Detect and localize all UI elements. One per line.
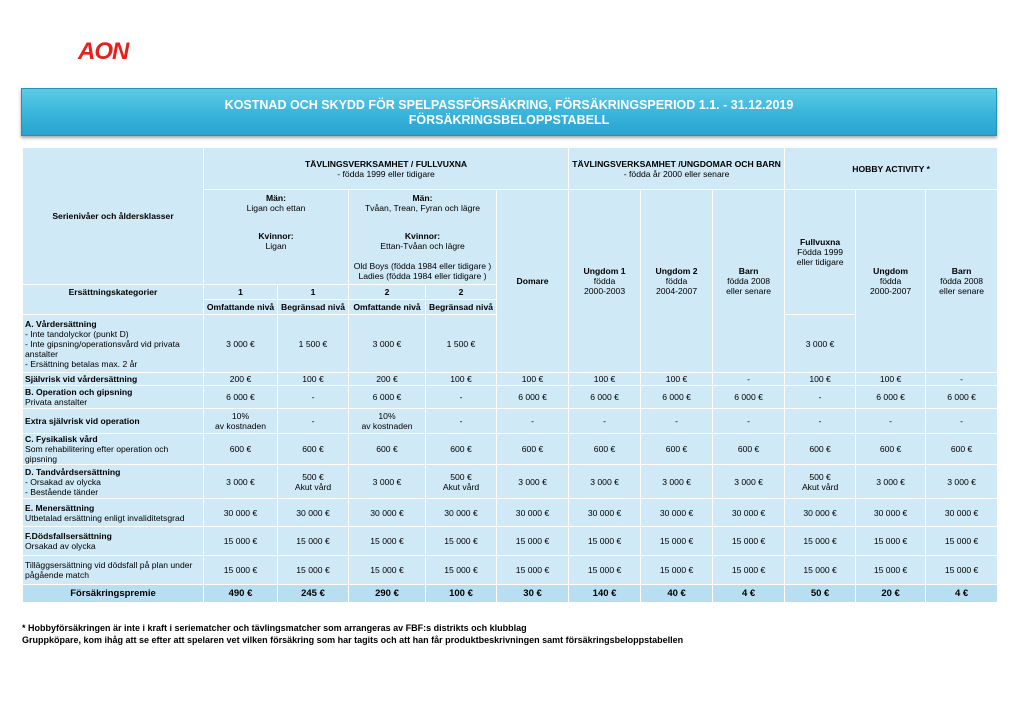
value-cell: 3 000 € [204,315,278,373]
group-hobby: HOBBY ACTIVITY * [785,148,998,190]
value-cell: 600 € [426,434,497,465]
value-cell: 500 € Akut vård [278,465,349,499]
hobby-line: eller tidigare [796,257,844,267]
row-label [23,373,204,386]
value-cell: - [926,409,998,434]
value-cell: 30 000 € [641,499,713,527]
level-number: 1 [278,285,348,300]
title-line-2: FÖRSÄKRINGSBELOPPSTABELL [408,113,610,127]
header-child [713,190,785,373]
footnote-hobby: * Hobbyförsäkringen är inte i kraft i seriematcher och tävlingsmatcher som arrangeras av FBF:s distrikts och klubblag [22,623,527,633]
value-cell: - [426,386,497,409]
value-cell: 3 000 € [856,465,926,499]
table-row [23,386,998,409]
row-subtext: Tilläggsersättning vid dödsfall på plan under pågående match [25,560,193,580]
value-cell: 3 000 € [349,315,426,373]
premium-value: 4 € [926,585,998,603]
hobby-title: Ungdom [873,266,909,276]
level-number: 1 [204,285,277,300]
header-level-1 [204,190,349,285]
old-boys-text: Old Boys (födda 1984 eller tidigare ) [353,261,492,271]
value-cell: 15 000 € [349,556,426,585]
row-title: B. Operation och gipsning [25,387,133,397]
value-cell: 15 000 € [278,556,349,585]
ladies-text: Ladies (födda 1984 eller tidigare ) [358,271,487,281]
level-cell-2 [278,285,349,315]
value-cell: 600 € [926,434,998,465]
value-cell: 30 000 € [278,499,349,527]
level-name: Omfattande nivå [353,302,421,312]
group-adults-title: TÄVLINGSVERKSAMHET / FULLVUXNA [304,158,468,169]
row-title: Självrisk vid vårdersättning [25,374,138,384]
footnote-buyer: Gruppköpare, kom ihåg att se efter att spelaren vet vilken försäkring som har tagits och att han får produktbeskrivningen samt försäkringsbeloppstabellen [22,635,684,645]
men-label: Män: [412,193,433,203]
value-cell: - [426,409,497,434]
group-youth-sub: - födda år 2000 eller senare [623,168,730,179]
value-cell: - [856,409,926,434]
premium-value: 100 € [426,585,497,603]
youth-line: 2000-2003 [584,286,626,296]
premium-value: 20 € [856,585,926,603]
row-title: Extra självrisk vid operation [25,416,140,426]
youth-line: födda [665,276,688,286]
value-cell: 600 € [713,434,785,465]
value-cell: 15 000 € [204,556,278,585]
value-cell: 15 000 € [641,556,713,585]
value-cell: 15 000 € [856,556,926,585]
youth-line: 2004-2007 [656,286,698,296]
value-cell: 15 000 € [926,527,998,556]
level-cell-3 [349,285,426,315]
value-cell: 600 € [785,434,856,465]
value-cell: 6 000 € [497,386,569,409]
premium-row [23,585,998,603]
value-cell: 30 000 € [785,499,856,527]
youth-line: eller senare [726,286,772,296]
value-cell: 30 000 € [856,499,926,527]
value-cell: 15 000 € [426,556,497,585]
table-row [23,465,998,499]
value-cell: 600 € [641,434,713,465]
value-cell: 1 500 € [278,315,349,373]
value-cell: 15 000 € [926,556,998,585]
value-cell: 200 € [349,373,426,386]
value-cell: 3 000 € [204,465,278,499]
premium-value: 4 € [713,585,785,603]
group-youth [569,148,785,190]
value-cell: 30 000 € [713,499,785,527]
level-cell-1 [204,285,278,315]
row-label [23,465,204,499]
title-banner [21,88,997,136]
value-cell: 15 000 € [497,527,569,556]
value-cell: 6 000 € [569,386,641,409]
value-cell: 10% av kostnaden [204,409,278,434]
premium-value: 30 € [497,585,569,603]
row-label [23,409,204,434]
premium-value: 245 € [278,585,349,603]
value-cell: - [569,409,641,434]
value-cell: - [785,409,856,434]
value-cell: - [497,409,569,434]
header-level-2 [349,190,497,285]
value-cell: 15 000 € [785,527,856,556]
youth-title: Ungdom 2 [655,266,698,276]
value-cell: 10% av kostnaden [349,409,426,434]
value-cell: - [785,386,856,409]
women-label: Kvinnor: [258,231,294,241]
men-text: Tvåan, Trean, Fyran och lägre [364,203,481,213]
value-cell: 600 € [204,434,278,465]
row-label [23,386,204,409]
level-number: 2 [426,285,496,300]
value-cell: 15 000 € [204,527,278,556]
value-cell: - [713,409,785,434]
level-cell-4 [426,285,497,315]
hobby-line: eller senare [939,286,985,296]
value-cell: 6 000 € [349,386,426,409]
premium-value: 50 € [785,585,856,603]
value-cell: - [278,386,349,409]
row-title: E. Menersättning [25,502,95,513]
row-title: A. Vårdersättning [25,318,97,329]
table-row [23,499,998,527]
value-cell: 3 000 € [926,465,998,499]
men-label: Män: [265,193,287,203]
value-cell: 100 € [785,373,856,386]
premium-value: 40 € [641,585,713,603]
value-cell: 100 € [497,373,569,386]
value-cell: 600 € [569,434,641,465]
value-cell: 30 000 € [426,499,497,527]
men-text: Ligan och ettan [246,203,306,213]
header-youth-2 [641,190,713,373]
aon-logo: AON [78,38,129,65]
hobby-line: födda 2008 [940,276,984,286]
level-name: Omfattande nivå [206,302,275,312]
value-cell: 30 000 € [569,499,641,527]
header-hobby-child [926,190,998,373]
hobby-line: Födda 1999 [797,247,844,257]
hobby-line: 2000-2007 [870,286,912,296]
value-cell: 15 000 € [641,527,713,556]
value-cell: 3 000 € [641,465,713,499]
value-cell: 600 € [278,434,349,465]
value-cell: 100 € [426,373,497,386]
header-hobby-youth [856,190,926,373]
group-adults [204,148,569,190]
hobby-title: Barn [951,266,972,276]
row-subtext: Som rehabilitering efter operation och gipsning [25,444,169,464]
header-categories: Ersättningskategorier [23,285,204,315]
value-cell: 15 000 € [497,556,569,585]
value-cell: 6 000 € [856,386,926,409]
premium-value: 140 € [569,585,641,603]
value-cell: 30 000 € [926,499,998,527]
value-cell: 3 000 € [569,465,641,499]
group-youth-title: TÄVLINGSVERKSAMHET /UNGDOMAR OCH BARN [572,158,781,169]
value-cell: 15 000 € [569,556,641,585]
header-corner: Serienivåer och åldersklasser [23,148,204,285]
value-cell: 1 500 € [426,315,497,373]
value-cell: 6 000 € [641,386,713,409]
header-youth-1 [569,190,641,373]
value-cell: - [926,373,998,386]
value-cell: 15 000 € [856,527,926,556]
value-cell: 30 000 € [349,499,426,527]
value-cell: 30 000 € [497,499,569,527]
row-label [23,556,204,585]
women-text: Ettan-Tvåan och lägre [380,241,465,251]
row-subtext: Orsakad av olycka [25,541,96,551]
row-subtext: - Ersättning betalas max. 2 år [25,358,138,369]
premium-value: 490 € [204,585,278,603]
hobby-title: Fullvuxna [800,237,841,247]
value-cell: 600 € [349,434,426,465]
footnotes [22,622,683,646]
value-cell: 600 € [856,434,926,465]
insurance-table [22,147,998,603]
row-label [23,499,204,527]
youth-title: Ungdom 1 [583,266,626,276]
value-cell: 15 000 € [569,527,641,556]
table-row [23,434,998,465]
row-label [23,434,204,465]
value-cell: 6 000 € [713,386,785,409]
row-subtext: - Inte gipsning/operationsvård vid privata anstalter [25,338,180,359]
value-cell: 3 000 € [785,315,856,373]
value-cell: 6 000 € [204,386,278,409]
value-cell: 3 000 € [349,465,426,499]
value-cell: - [713,373,785,386]
value-cell: 100 € [278,373,349,386]
row-subtext: - Inte tandolyckor (punkt D) [25,328,129,339]
value-cell: 6 000 € [926,386,998,409]
women-text: Ligan [265,241,287,251]
level-name: Begränsad nivå [281,302,345,312]
premium-value: 290 € [349,585,426,603]
row-label [23,527,204,556]
row-subtext: - Bestående tänder [25,486,99,497]
value-cell: 15 000 € [278,527,349,556]
value-cell: 100 € [569,373,641,386]
row-title: F.Dödsfallsersättning [25,531,112,541]
value-cell: - [641,409,713,434]
value-cell: 15 000 € [713,527,785,556]
level-number: 2 [349,285,425,300]
value-cell: 15 000 € [785,556,856,585]
row-title: C. Fysikalisk vård [25,434,98,444]
hobby-line: födda [879,276,902,286]
value-cell: - [278,409,349,434]
row-subtext: - Orsakad av olycka [25,476,101,487]
value-cell: 100 € [641,373,713,386]
table-row [23,556,998,585]
value-cell: 600 € [497,434,569,465]
youth-line: födda 2008 [727,276,771,286]
youth-line: födda [593,276,616,286]
women-label: Kvinnor: [404,231,441,241]
value-cell: 100 € [856,373,926,386]
value-cell: 30 000 € [204,499,278,527]
value-cell: 15 000 € [349,527,426,556]
group-adults-sub: - födda 1999 eller tidigare [337,168,435,179]
row-title: D. Tandvårdsersättning [25,466,121,477]
header-domare: Domare [497,190,569,373]
value-cell: 15 000 € [426,527,497,556]
value-cell: 3 000 € [497,465,569,499]
row-label [23,315,204,373]
value-cell: 500 € Akut vård [426,465,497,499]
table-row [23,527,998,556]
header-hobby-adult [785,190,856,315]
premium-label: Försäkringspremie [23,585,204,603]
title-line-1: KOSTNAD OCH SKYDD FÖR SPELPASSFÖRSÄKRING, FÖRSÄKRINGSPERIOD 1.1. - 31.12.2019 [224,98,794,112]
value-cell: 15 000 € [713,556,785,585]
value-cell: 500 € Akut vård [785,465,856,499]
youth-title: Barn [738,266,759,276]
table-row [23,373,998,386]
value-cell: 200 € [204,373,278,386]
level-name: Begränsad nivå [429,302,493,312]
row-subtext: Privata anstalter [25,397,88,407]
value-cell: 3 000 € [713,465,785,499]
table-row [23,409,998,434]
row-subtext: Utbetalad ersättning enligt invaliditetsgrad [25,512,185,523]
